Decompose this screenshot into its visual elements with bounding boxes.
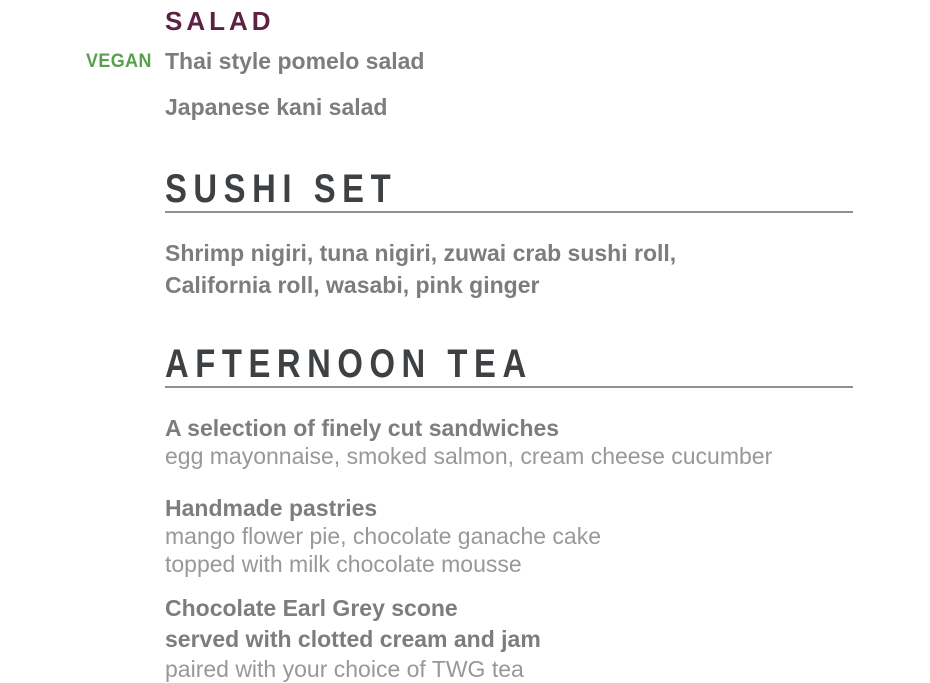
menu-item-name: served with clotted cream and jam <box>165 626 541 652</box>
menu-item-description: mango flower pie, chocolate ganache cake <box>165 523 602 549</box>
menu-item-pomelo-salad <box>86 48 930 74</box>
menu-item-name: Thai style pomelo salad <box>165 48 425 74</box>
section-title-afternoon-tea: AFTERNOON TEA <box>165 342 533 386</box>
menu-item-sandwiches <box>165 414 930 470</box>
menu-item-description: paired with your choice of TWG tea <box>165 656 524 682</box>
menu-item-scone <box>165 593 930 683</box>
section-divider <box>165 211 853 213</box>
menu-item-name: A selection of finely cut sandwiches <box>165 415 560 441</box>
menu-item-name: Handmade pastries <box>165 495 378 521</box>
menu-item-pastries <box>165 494 930 578</box>
menu-item-description: egg mayonnaise, smoked salmon, cream cheese cucumber <box>165 443 773 469</box>
menu-item-description: topped with milk chocolate mousse <box>165 551 522 577</box>
section-sushi-set <box>165 169 930 301</box>
section-afternoon-tea <box>165 344 930 683</box>
menu-item-name: Chocolate Earl Grey scone <box>165 595 458 621</box>
dish-description-line: Shrimp nigiri, tuna nigiri, zuwai crab sushi roll, <box>165 240 677 266</box>
section-salad <box>86 6 930 120</box>
sushi-set-description <box>165 237 930 301</box>
section-title-sushi-set: SUSHI SET <box>165 167 398 211</box>
menu-item-name: Japanese kani salad <box>165 94 388 120</box>
menu-item-kani-salad <box>165 94 930 120</box>
vegan-tag: VEGAN <box>86 51 152 72</box>
section-divider <box>165 386 853 388</box>
course-title-salad: SALAD <box>165 6 275 36</box>
dish-description-line: California roll, wasabi, pink ginger <box>165 272 540 298</box>
